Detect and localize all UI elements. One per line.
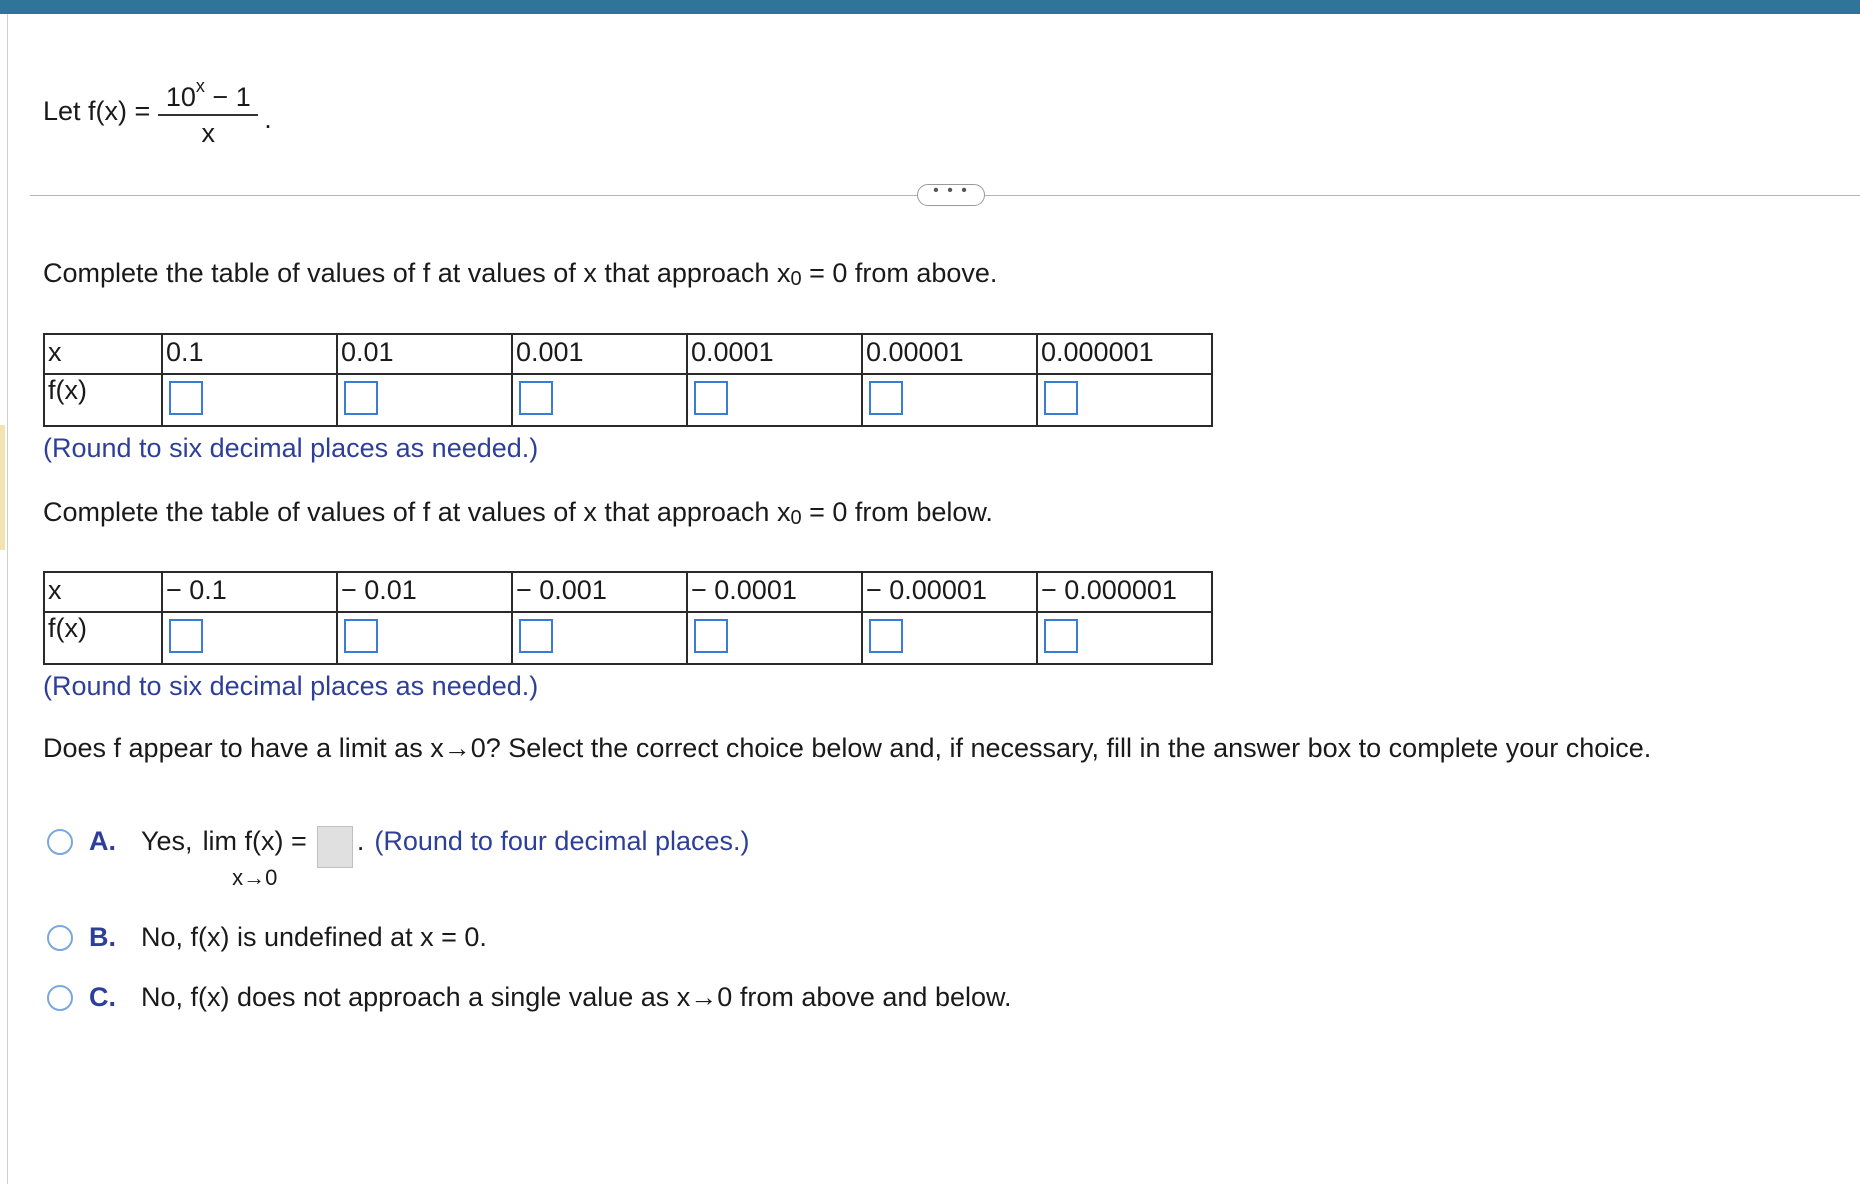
x-value-cell: − 0.01 xyxy=(337,572,512,612)
radio-b[interactable] xyxy=(47,925,73,951)
instruction-below: Complete the table of values of f at values of x that approach $x_0 = 0$ from below. xyxy=(43,497,993,529)
limit-subscript: x→0 xyxy=(232,865,278,890)
x-value-cell: − 0.0001 xyxy=(687,572,862,612)
x-value-cell: − 0.000001 xyxy=(1037,572,1212,612)
choice-b-text: No, f(x) is undefined at x = 0. xyxy=(141,922,487,952)
table-below xyxy=(43,571,1213,665)
top-bar xyxy=(0,0,1860,14)
fx-answer-input[interactable] xyxy=(694,381,728,415)
limit-label: lim f(x) = xyxy=(202,826,307,856)
choice-a-letter: A. xyxy=(89,826,116,856)
left-margin-marker xyxy=(0,425,5,550)
rounding-note-above: (Round to six decimal places as needed.) xyxy=(43,433,539,463)
table-row-fx xyxy=(44,612,1212,664)
radio-a[interactable] xyxy=(47,829,73,855)
row-label-x: x xyxy=(44,572,162,612)
problem-lead: Let f(x) = xyxy=(43,96,151,126)
problem-period: . xyxy=(264,104,272,134)
row-label-x: x xyxy=(44,334,162,374)
fx-answer-input[interactable] xyxy=(1044,381,1078,415)
x-value-cell: 0.000001 xyxy=(1037,334,1212,374)
x-value-cell: − 0.1 xyxy=(162,572,337,612)
limit-expression xyxy=(203,826,307,891)
table-row-x xyxy=(44,572,1212,612)
left-border xyxy=(7,14,8,1184)
fx-answer-input[interactable] xyxy=(344,381,378,415)
table-row-x xyxy=(44,334,1212,374)
fx-answer-input[interactable] xyxy=(169,619,203,653)
choice-c-letter: C. xyxy=(89,982,116,1012)
row-label-fx: f(x) xyxy=(44,374,162,426)
fx-answer-input[interactable] xyxy=(344,619,378,653)
problem-statement xyxy=(43,75,272,148)
instruction-above: Complete the table of values of f at values of x that approach $x_0 = 0$ from above. xyxy=(43,258,998,290)
choice-c[interactable] xyxy=(47,982,1012,1013)
fraction-denominator: x xyxy=(201,118,216,148)
radio-c[interactable] xyxy=(47,985,73,1011)
x-value-cell: 0.0001 xyxy=(687,334,862,374)
fx-answer-input[interactable] xyxy=(1044,619,1078,653)
function-fraction xyxy=(158,75,258,148)
choice-c-text: No, f(x) does not approach a single value as x→0 from above and below. xyxy=(141,982,1012,1012)
x-value-cell: 0.1 xyxy=(162,334,337,374)
more-options-button[interactable]: • • • xyxy=(917,184,985,206)
x-value-cell: 0.00001 xyxy=(862,334,1037,374)
fx-answer-input[interactable] xyxy=(694,619,728,653)
choice-a[interactable] xyxy=(47,826,750,891)
row-label-fx: f(x) xyxy=(44,612,162,664)
fx-answer-input[interactable] xyxy=(169,381,203,415)
limit-question: Does f appear to have a limit as x→0? Select the correct choice below and, if necessary, fill in the answer box to complete your choice. xyxy=(43,733,1652,763)
table-above xyxy=(43,333,1213,427)
choice-a-hint: (Round to four decimal places.) xyxy=(374,826,750,856)
choice-b-letter: B. xyxy=(89,922,116,952)
choice-a-text: Yes, xyxy=(141,826,193,856)
x-value-cell: 0.01 xyxy=(337,334,512,374)
x-value-cell: − 0.001 xyxy=(512,572,687,612)
fraction-bar xyxy=(158,114,258,116)
x-value-cell: − 0.00001 xyxy=(862,572,1037,612)
choice-b[interactable] xyxy=(47,922,487,953)
fraction-numerator: $10^x - 1$ xyxy=(165,76,251,112)
fx-answer-input[interactable] xyxy=(519,619,553,653)
fx-answer-input[interactable] xyxy=(869,381,903,415)
choice-a-period: . xyxy=(356,826,365,856)
rounding-note-below: (Round to six decimal places as needed.) xyxy=(43,671,539,701)
limit-answer-input[interactable] xyxy=(317,826,353,868)
fx-answer-input[interactable] xyxy=(869,619,903,653)
fx-answer-input[interactable] xyxy=(519,381,553,415)
x-value-cell: 0.001 xyxy=(512,334,687,374)
table-row-fx xyxy=(44,374,1212,426)
